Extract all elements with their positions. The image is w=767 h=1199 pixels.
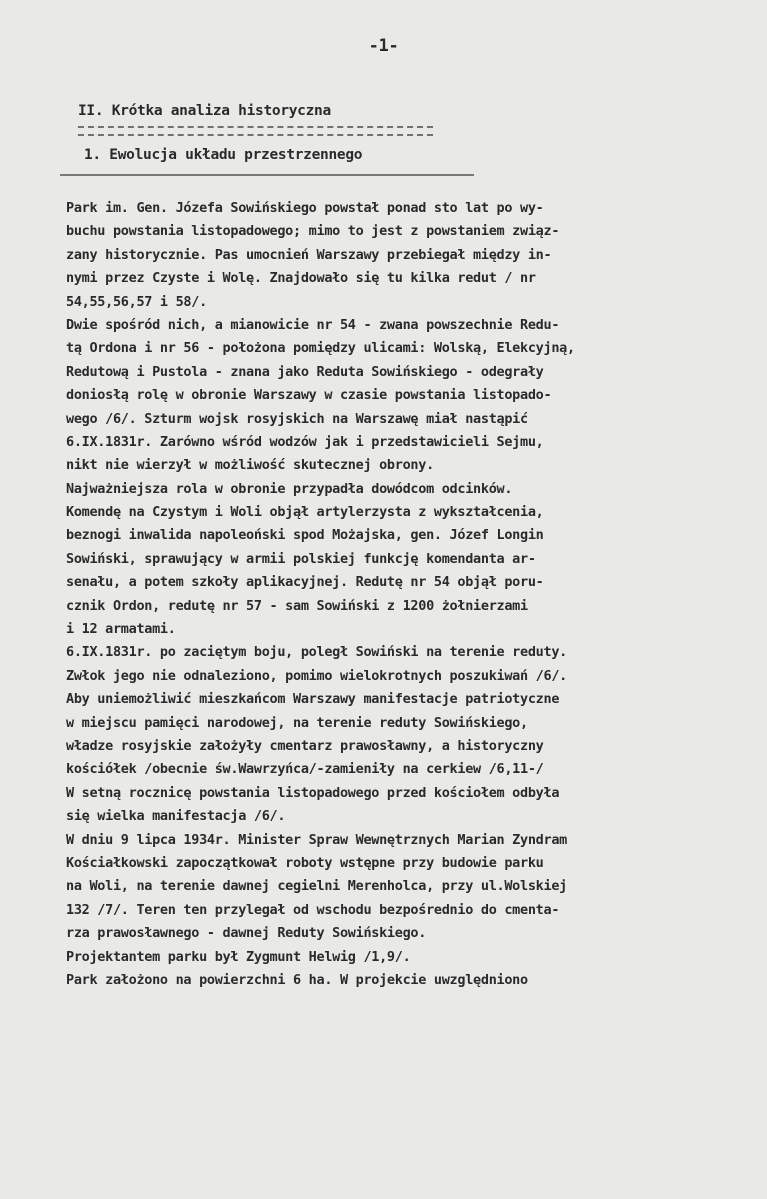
subsection-title-underline <box>60 174 474 176</box>
text-line: Zwłok jego nie odnaleziono, pomimo wielokrotnych poszukiwań /6/. <box>66 667 567 684</box>
text-line: cznik Ordon, redutę nr 57 - sam Sowiński z 1200 żołnierzami <box>66 597 528 614</box>
page-number: -1- <box>368 36 399 56</box>
text-line: się wielka manifestacja /6/. <box>66 808 286 825</box>
text-line: Sowiński, sprawujący w armii polskiej funkcję komendanta ar- <box>66 550 536 567</box>
text-line: Najważniejsza rola w obronie przypadła dowódcom odcinków. <box>66 480 513 497</box>
text-line: nymi przez Czyste i Wolę. Znajdowało się tu kilka redut / nr <box>66 270 536 287</box>
text-line: Aby uniemożliwić mieszkańcom Warszawy manifestacje patriotyczne <box>66 691 560 708</box>
text-line: 6.IX.1831r. po zaciętym boju, poległ Sowiński na terenie reduty. <box>66 644 567 661</box>
text-line: władze rosyjskie założyły cmentarz prawosławny, a historyczny <box>66 737 544 754</box>
text-line: wego /6/. Szturm wojsk rosyjskich na Warszawę miał nastąpić <box>66 410 528 427</box>
text-line: nikt nie wierzył w możliwość skutecznej obrony. <box>66 457 434 474</box>
text-line: kościółek /obecnie św.Wawrzyńca/-zamieniły na cerkiew /6,11-/ <box>66 761 544 778</box>
text-line: Kościałkowski zapoczątkował roboty wstępne przy budowie parku <box>66 854 544 871</box>
subsection-title: 1. Ewolucja układu przestrzennego <box>84 147 363 163</box>
text-line: doniosłą rolę w obronie Warszawy w czasie powstania listopado- <box>66 387 552 404</box>
text-line: tą Ordona i nr 56 - położona pomiędzy ulicami: Wolską, Elekcyjną, <box>66 340 575 357</box>
text-line: W setną rocznicę powstania listopadowego przed kościołem odbyła <box>66 784 560 801</box>
text-line: w miejscu pamięci narodowej, na terenie reduty Sowińskiego, <box>66 714 528 731</box>
section-title: II. Krótka analiza historyczna <box>78 103 331 119</box>
text-line: buchu powstania listopadowego; mimo to jest z powstaniem związ- <box>66 223 560 240</box>
text-line: 132 /7/. Teren ten przylegał od wschodu bezpośrednio do cmenta- <box>66 901 560 918</box>
text-line: Park założono na powierzchni 6 ha. W projekcie uwzględniono <box>66 971 528 988</box>
text-line: rza prawosławnego - dawnej Reduty Sowińskiego. <box>66 925 427 942</box>
text-line: Projektantem parku był Zygmunt Helwig /1,9/. <box>66 948 411 965</box>
text-line: Dwie spośród nich, a mianowicie nr 54 - zwana powszechnie Redu- <box>66 316 560 333</box>
text-line: senału, a potem szkoły aplikacyjnej. Redutę nr 54 objął poru- <box>66 574 544 591</box>
text-line: 54,55,56,57 i 58/. <box>66 293 207 310</box>
body-text <box>66 197 756 992</box>
text-line: 6.IX.1831r. Zarówno wśród wodzów jak i przedstawicieli Sejmu, <box>66 433 544 450</box>
text-line: na Woli, na terenie dawnej cegielni Merenholca, przy ul.Wolskiej <box>66 878 567 895</box>
text-line: Redutową i Pustola - znana jako Reduta Sowińskiego - odegrały <box>66 363 544 380</box>
text-line: zany historycznie. Pas umocnień Warszawy przebiegał między in- <box>66 246 552 263</box>
text-line: beznogi inwalida napoleoński spod Możajska, gen. Józef Longin <box>66 527 544 544</box>
text-line: Park im. Gen. Józefa Sowińskiego powstał ponad sto lat po wy- <box>66 200 544 216</box>
text-line: i 12 armatami. <box>66 621 176 638</box>
text-line: W dniu 9 lipca 1934r. Minister Spraw Wewnętrznych Marian Zyndram <box>66 831 567 848</box>
section-title-underline <box>78 126 433 136</box>
text-line: Komendę na Czystym i Woli objął artylerzysta z wykształcenia, <box>66 504 544 521</box>
